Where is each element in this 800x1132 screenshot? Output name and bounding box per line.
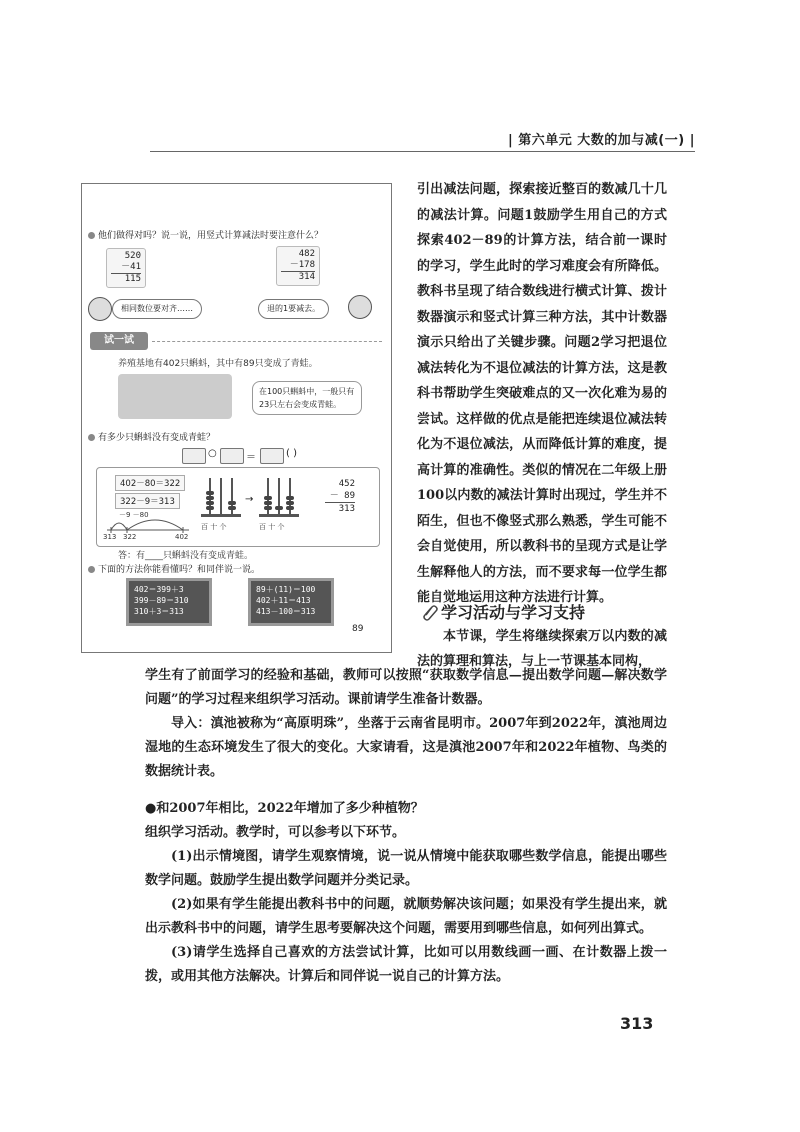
activity-section bbox=[145, 797, 667, 989]
try-it-divider bbox=[152, 341, 382, 342]
intro-paragraph-start: 本节课，学生将继续探索万以内数的减法的算理和算法，与上一节课基本同构， bbox=[417, 629, 667, 669]
vertical-calc-handwritten: 452 － 89 313 bbox=[325, 478, 355, 515]
equals-sign: ＝ bbox=[246, 452, 256, 463]
activity-intro: 组织学习活动。教学时，可以参考以下环节。 bbox=[145, 825, 406, 840]
right-column-paragraph: 引出减法问题，探索接近整百的数减几十几的减法计算。问题1鼓励学生用自己的方式探索402－89的计算方法，结合前一课时的学习，学生此时的学习难度会有所降低。教科书呈现了结合数线进行横式计算、拨计数器演示和竖式计算三种方法，其中计数器演示只给出了关键步骤。问题2学习把退位减法转化为不退位减法的计算方法，这是教科书帮助学生突破难点的又一次化难为易的尝试。这样做的优点是能把连续退位减法转化为不退位减法，从而降低计算的难度，提高计算的准确性。类似的情况在二年级上册100以内数的减法计算时出现过，学生并不陌生，但也不像竖式那么熟悉，学生可能不会自觉使用，所以教科书的呈现方式是让学生解释他人的方法，而不要求每一位学生都能自觉地运用这种方法进行计算。 bbox=[417, 182, 667, 605]
header-title: | 第六单元 大数的加与减(一) | bbox=[508, 133, 695, 148]
speech-bubble-3: 在100只蝌蚪中，一般只有23只左右会变成青蛙。 bbox=[252, 381, 362, 415]
vertical-calc-card-2: 482 －178 314 bbox=[276, 246, 320, 286]
activity-question: ●和2007年相比，2022年增加了多少种植物？ bbox=[145, 801, 424, 816]
chalkboard-method-2: 89＋(11)＝100 402＋11＝413 413－100＝313 bbox=[248, 578, 334, 626]
method-panel bbox=[96, 467, 380, 547]
paperclip-icon bbox=[421, 603, 439, 621]
right-column-text bbox=[417, 177, 667, 611]
intro-paragraph-continued: 学生有了前面学习的经验和基础，教师可以按照“获取数学信息—提出数学问题—解决数学问题”的学习过程来组织学习活动。课前请学生准备计数器。 bbox=[145, 668, 667, 707]
arc-labels: －9 －80 bbox=[119, 511, 149, 519]
abacus-before bbox=[201, 478, 241, 518]
textbook-thumbnail bbox=[81, 183, 392, 653]
body-text bbox=[145, 664, 667, 784]
vertical-calc-card-1: 520 －41 115 bbox=[106, 248, 146, 288]
abacus-label-1: 百 十 个 bbox=[201, 523, 227, 531]
header-rule bbox=[150, 151, 695, 152]
tick-label-322: 322 bbox=[123, 533, 137, 541]
step-equation-1: 402－80＝322 bbox=[115, 475, 185, 491]
lead-in-paragraph: 导入：滇池被称为“高原明珠”，坐落于云南省昆明市。2007年到2022年，滇池周边湿地的生态环境发生了很大的变化。大家请看，这是滇池2007年和2022年植物、鸟类的数据统计表。 bbox=[145, 716, 667, 779]
running-header bbox=[0, 125, 800, 153]
section-title: 学习活动与学习支持 bbox=[441, 603, 586, 622]
story-text: 养殖基地有402只蝌蚪，其中有89只变成了青蛙。 bbox=[118, 359, 318, 369]
textbook-question-1: 他们做得对吗？说一说，用竖式计算减法时要注意什么？ bbox=[88, 228, 323, 241]
child-face-icon bbox=[348, 295, 372, 319]
abacus-after bbox=[259, 478, 299, 518]
unit-blank: ( ) bbox=[286, 448, 297, 459]
speech-bubble-2: 退的1要减去。 bbox=[258, 299, 329, 319]
textbook-question-2: 有多少只蝌蚪没有变成青蛙？ bbox=[88, 430, 215, 443]
bullet-icon bbox=[88, 232, 95, 239]
blank-box bbox=[220, 448, 244, 464]
textbook-question-3: 下面的方法你能看懂吗？和同伴说一说。 bbox=[88, 562, 260, 575]
step-3: (3)请学生选择自己喜欢的方法尝试计算，比如可以用数线画一画、在计数器上拨一拨，或用其他方法解决。计算后和同伴说一说自己的计算方法。 bbox=[145, 945, 667, 984]
child-face-icon bbox=[88, 297, 112, 321]
bullet-icon bbox=[88, 434, 95, 441]
page-number: 313 bbox=[620, 1014, 654, 1033]
step-2: (2)如果有学生能提出教科书中的问题，就顺势解决该问题；如果没有学生提出来，就出示教科书中的问题，请学生思考要解决这个问题，需要用到哪些信息，如何列出算式。 bbox=[145, 897, 667, 936]
textbook-page-number: 89 bbox=[352, 624, 364, 634]
speech-bubble-1: 相同数位要对齐…… bbox=[112, 299, 202, 319]
blank-box bbox=[182, 448, 206, 464]
arrow-icon: → bbox=[245, 494, 254, 505]
step-1: (1)出示情境图，请学生观察情境，说一说从情境中能获取哪些数学信息，能提出哪些数学问题。鼓励学生提出数学问题并分类记录。 bbox=[145, 849, 667, 888]
bullet-icon bbox=[88, 566, 95, 573]
chalkboard-method-1: 402＝399＋3 399－89＝310 310＋3＝313 bbox=[126, 578, 212, 626]
abacus-label-2: 百 十 个 bbox=[259, 523, 285, 531]
step-equation-2: 322－9＝313 bbox=[115, 493, 180, 509]
blank-box bbox=[260, 448, 284, 464]
section-heading bbox=[421, 600, 585, 623]
tick-label-402: 402 bbox=[175, 533, 189, 541]
tick-label-313: 313 bbox=[103, 533, 117, 541]
try-it-tab: 试一试 bbox=[90, 332, 148, 350]
answer-line: 答：有____只蝌蚪没有变成青蛙。 bbox=[118, 551, 254, 561]
minus-sign: ○ bbox=[208, 448, 217, 459]
pond-scene-image bbox=[118, 374, 232, 419]
